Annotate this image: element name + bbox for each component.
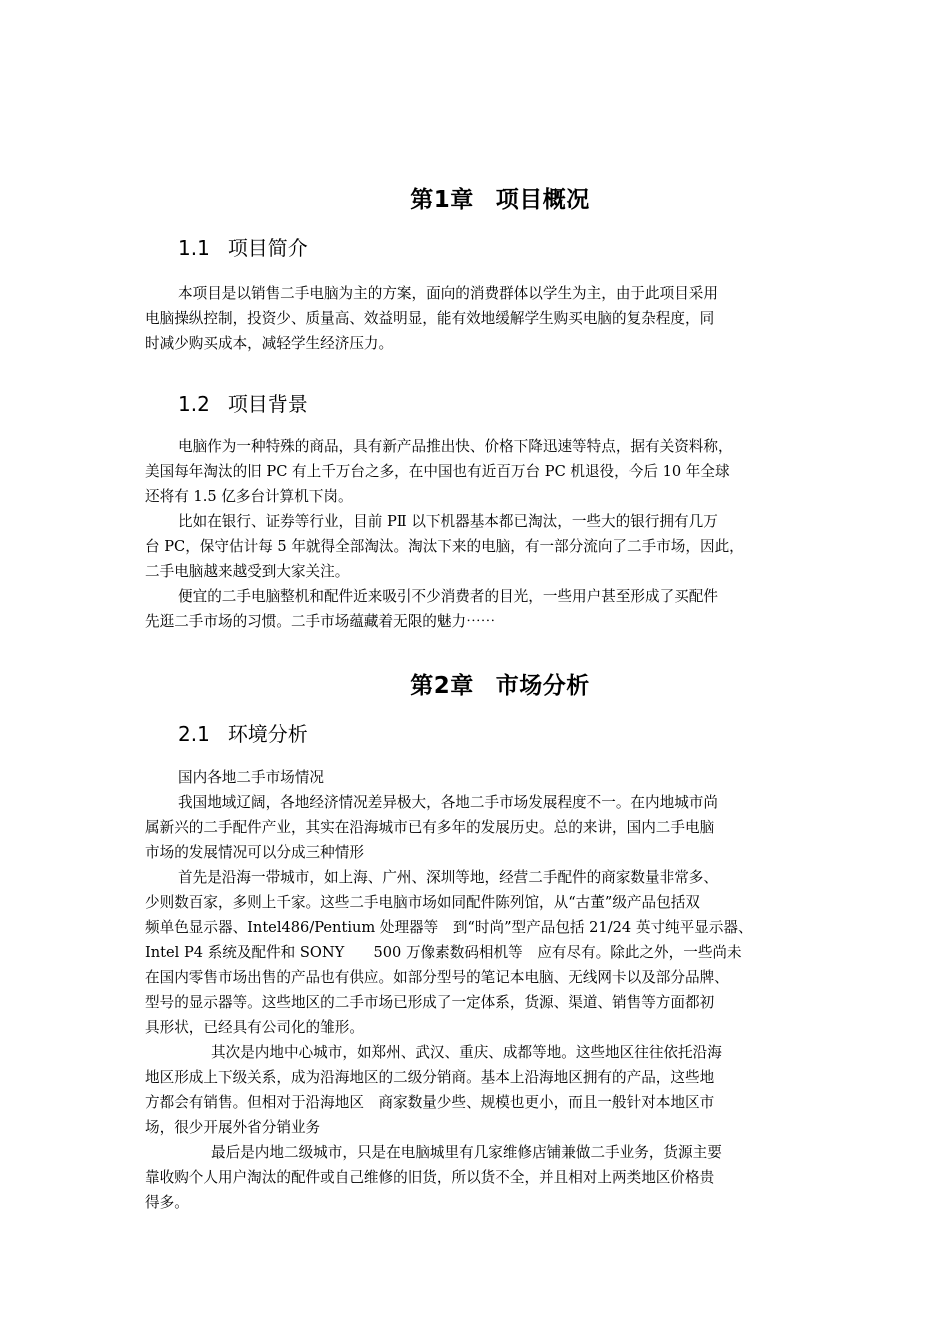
section-1-1-body xyxy=(145,281,820,356)
paragraph-line: 先逛二手市场的习惯。二手市场蕴藏着无限的魅力⋯⋯ xyxy=(145,613,496,630)
paragraph-line: 电脑作为一种特殊的商品，具有新产品推出快、价格下降迅速等特点，据有关资料称， xyxy=(178,438,733,455)
paragraph-line: 频单色显示器、Intel486/Pentium 处理器等 到“时尚”型产品包括 21/24 英寸纯平显示器、 xyxy=(145,919,753,936)
section-2-1-body xyxy=(145,765,820,1215)
paragraph-line: 少则数百家，多则上千家。这些二手电脑市场如同配件陈列馆，从“古董”级产品包括双 xyxy=(145,894,700,911)
paragraph-line: 本项目是以销售二手电脑为主的方案，面向的消费群体以学生为主，由于此项目采用 xyxy=(178,285,718,302)
paragraph-line: 属新兴的二手配件产业，其实在沿海城市已有多年的发展历史。总的来讲，国内二手电脑 xyxy=(145,819,715,836)
chapter-2-number: 第2章 xyxy=(410,673,474,699)
paragraph-line: 台 PC，保守估计每 5 年就得全部淘汰。淘汰下来的电脑，有一部分流向了二手市场，因此， xyxy=(145,538,744,555)
section-1-1-number: 1.1 xyxy=(178,236,210,260)
section-1-2-number: 1.2 xyxy=(178,392,210,416)
paragraph-line: 国内各地二手市场情况 xyxy=(178,769,324,786)
paragraph-line: 二手电脑越来越受到大家关注。 xyxy=(145,563,350,580)
section-2-1-number: 2.1 xyxy=(178,722,210,746)
chapter-1-heading xyxy=(0,185,950,215)
paragraph-line: 美国每年淘汰的旧 PC 有上千万台之多，在中国也有近百万台 PC 机退役，今后 10 年全球 xyxy=(145,463,730,480)
paragraph-line: 便宜的二手电脑整机和配件近来吸引不少消费者的目光，一些用户甚至形成了买配件 xyxy=(178,588,718,605)
paragraph-line: 场，很少开展外省分销业务 xyxy=(145,1119,321,1136)
paragraph-line: 我国地域辽阔，各地经济情况差异极大，各地二手市场发展程度不一。在内地城市尚 xyxy=(178,794,718,811)
paragraph-line: 地区形成上下级关系，成为沿海地区的二级分销商。基本上沿海地区拥有的产品，这些地 xyxy=(145,1069,715,1086)
paragraph-line: 市场的发展情况可以分成三种情形 xyxy=(145,844,364,861)
paragraph-line: 其次是内地中心城市，如郑州、武汉、重庆、成都等地。这些地区往往依托沿海 xyxy=(211,1044,722,1061)
section-1-2-title: 项目背景 xyxy=(227,392,308,416)
paragraph-line: 型号的显示器等。这些地区的二手市场已形成了一定体系，货源、渠道、销售等方面都初 xyxy=(145,994,715,1011)
paragraph-line: 电脑操纵控制，投资少、质量高、效益明显，能有效地缓解学生购买电脑的复杂程度，同 xyxy=(145,310,715,327)
paragraph-line: 还将有 1.5 亿多台计算机下岗。 xyxy=(145,488,353,505)
chapter-1-number: 第1章 xyxy=(410,187,474,213)
section-1-2-heading xyxy=(178,391,308,417)
paragraph-line: 靠收购个人用户淘汰的配件或自己维修的旧货，所以货不全，并且相对上两类地区价格贵 xyxy=(145,1169,715,1186)
section-2-1-title: 环境分析 xyxy=(227,722,308,746)
paragraph-line: 时减少购买成本，减轻学生经济压力。 xyxy=(145,335,394,352)
paragraph-line: 具形状，已经具有公司化的雏形。 xyxy=(145,1019,364,1036)
section-1-1-heading xyxy=(178,235,308,261)
paragraph-line: 方都会有销售。但相对于沿海地区 商家数量少些、规模也更小，而且一般针对本地区市 xyxy=(145,1094,715,1111)
section-1-1-title: 项目简介 xyxy=(227,236,308,260)
chapter-2-heading xyxy=(0,671,950,701)
paragraph-line: 首先是沿海一带城市，如上海、广州、深圳等地，经营二手配件的商家数量非常多、 xyxy=(178,869,718,886)
paragraph-line: Intel P4 系统及配件和 SONY 500 万像素数码相机等 应有尽有。除此之外，一些尚未 xyxy=(145,944,742,961)
paragraph-line: 最后是内地二级城市，只是在电脑城里有几家维修店铺兼做二手业务，货源主要 xyxy=(211,1144,722,1161)
section-2-1-heading xyxy=(178,721,308,747)
paragraph-line: 比如在银行、证券等行业，目前 PⅡ 以下机器基本都已淘汰，一些大的银行拥有几万 xyxy=(178,513,718,530)
chapter-2-title: 市场分析 xyxy=(495,673,590,699)
paragraph-line: 得多。 xyxy=(145,1194,189,1211)
section-1-2-body xyxy=(145,434,820,634)
paragraph-line: 在国内零售市场出售的产品也有供应。如部分型号的笔记本电脑、无线网卡以及部分品牌、 xyxy=(145,969,729,986)
chapter-1-title: 项目概况 xyxy=(495,187,590,213)
